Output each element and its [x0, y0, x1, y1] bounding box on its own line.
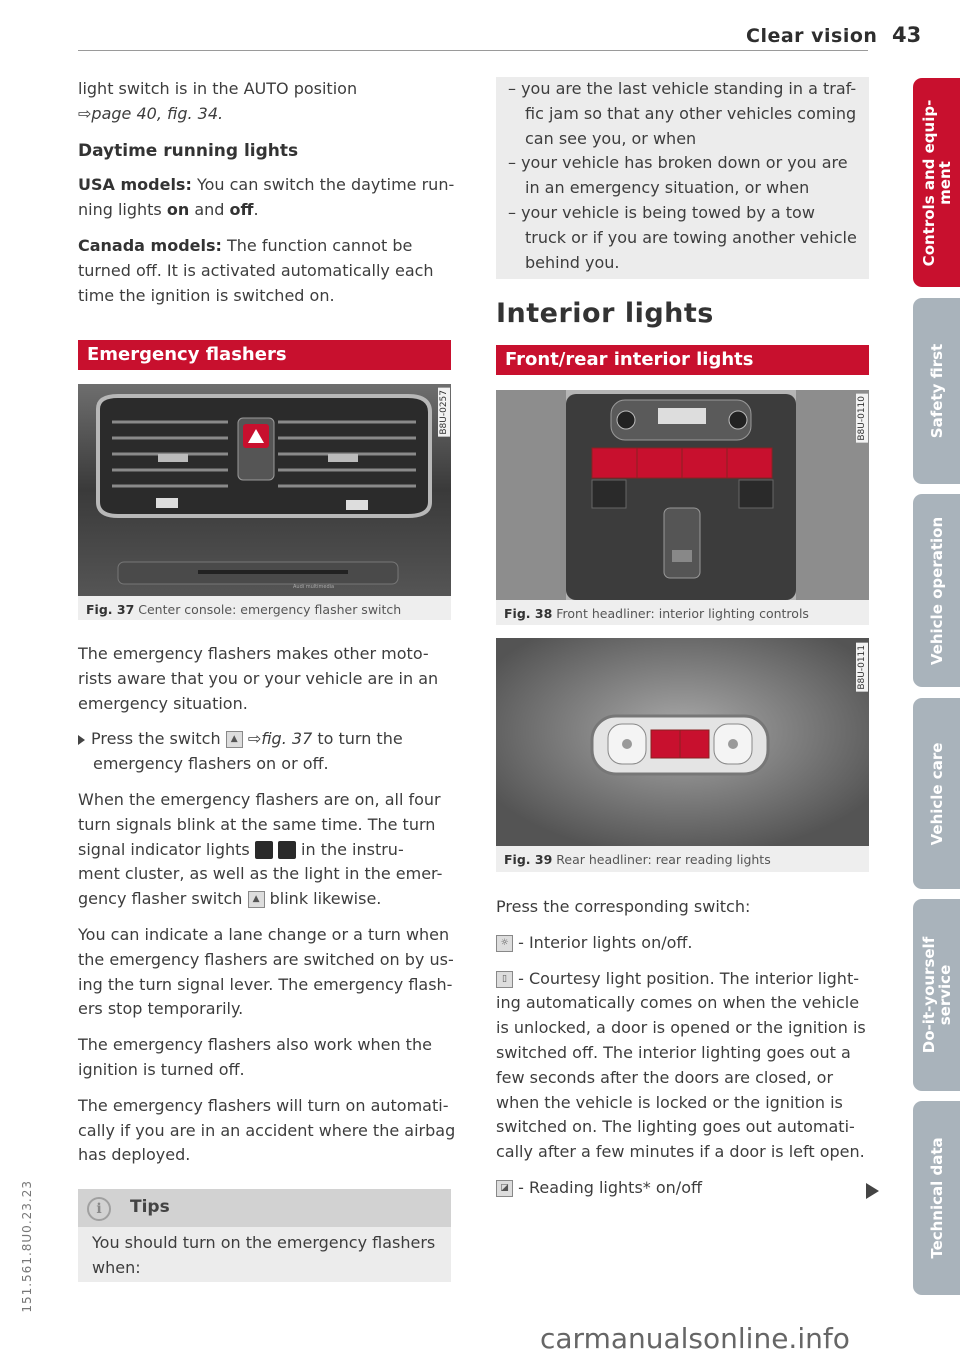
usa-on: on [166, 200, 190, 220]
figure-39-image [496, 638, 869, 846]
fig37-number: Fig. 37 [86, 602, 135, 617]
step-text-2: to turn the [317, 729, 403, 749]
press-text: Press the corresponding switch: [496, 897, 751, 916]
p1-line2: rists aware that you or your vehicle are in an [78, 668, 439, 688]
p3-line4: ers stop temporarily. [78, 999, 244, 1019]
fig38-caption-text: Front headliner: interior lighting controls [556, 606, 809, 621]
usa-off: off [229, 200, 254, 220]
p5-line2: cally if you are in an accident where the airbag [78, 1120, 456, 1140]
list-item-2-line1: – your vehicle has broken down or you are [508, 153, 848, 173]
p2-line3: signal indicator lights [78, 839, 250, 859]
document-code: 151.561.8U0.23.23 [20, 1180, 34, 1313]
side-tab-technical-data-label: Technical data [927, 1137, 946, 1259]
item-reading-lights: - Reading lights* on/off [518, 1177, 702, 1197]
p5-line1: The emergency flashers will turn on automati- [78, 1095, 449, 1115]
p1-line1: The emergency flashers makes other moto- [78, 644, 429, 663]
fig37-caption [78, 596, 451, 620]
canada-text: The function cannot be [227, 235, 413, 255]
list-item-1-line3: can see you, or when [525, 128, 697, 148]
header-rule [78, 50, 868, 51]
side-tab-diy-service[interactable] [913, 899, 960, 1091]
side-tab-controls-label: Controls and equip- ment [919, 99, 954, 266]
list-item-1-line2: fic jam so that any other vehicles coming [525, 103, 857, 123]
side-tab-controls[interactable] [913, 78, 960, 287]
fig38-number: Fig. 38 [504, 606, 553, 621]
front-headliner-illustration [496, 390, 869, 600]
turn-left-indicator-icon [255, 841, 273, 859]
hazard-switch-icon-2: ▲ [248, 891, 265, 908]
canada-label: Canada models: [78, 235, 222, 255]
p3-line2: the emergency flashers are switched on by us- [78, 949, 454, 969]
usa-text: You can switch the daytime run- [196, 175, 455, 195]
fig39-number: Fig. 39 [504, 852, 553, 867]
reading-light-switch-icon: ◪ [496, 1180, 513, 1197]
side-tab-vehicle-operation-label: Vehicle operation [927, 516, 946, 665]
item-courtesy-3: is unlocked, a door is opened or the ignition is [496, 1018, 866, 1038]
running-header-title: Clear vision [746, 25, 878, 47]
tips-list [508, 77, 868, 275]
p2-line5b: blink likewise. [269, 889, 382, 909]
drl-heading: Daytime running lights [78, 140, 299, 161]
console-label: Audi multimedia [293, 584, 335, 590]
usa-and: and [194, 200, 225, 220]
p2-line4: ment cluster, as well as the light in the emer- [78, 864, 443, 884]
page-number: 43 [892, 23, 922, 47]
item-courtesy-6: when the vehicle is locked or the ignition is [496, 1092, 843, 1112]
section-bar-emergency-flashers: Emergency flashers [78, 340, 451, 370]
fig39-code: B8U-0111 [857, 645, 867, 690]
p2-line3b: in the instru- [301, 839, 404, 859]
side-tab-vehicle-operation[interactable] [913, 494, 960, 687]
courtesy-light-switch-icon: ▯ [496, 971, 513, 988]
list-item-3-line1: – your vehicle is being towed by a tow [508, 202, 815, 222]
figure-37-image [78, 384, 451, 596]
fig39-caption-text: Rear headliner: rear reading lights [556, 852, 771, 867]
side-tab-diy-label: Do-it-yourself service [919, 936, 954, 1054]
p2-line1: When the emergency flashers are on, all four [78, 789, 441, 809]
usa-dot: . [253, 200, 259, 220]
tips-header [78, 1189, 451, 1227]
intro-line: light switch is in the AUTO position [78, 79, 358, 98]
tips-line2: when: [92, 1257, 141, 1277]
p3-line1: You can indicate a lane change or a turn when [78, 924, 450, 944]
fig37-code: B8U-0257 [439, 390, 449, 435]
item-courtesy-1: - Courtesy light position. The interior light- [518, 968, 859, 988]
p5-line3: has deployed. [78, 1145, 191, 1165]
left-column-body [78, 642, 458, 1168]
step-text: Press the switch [91, 729, 221, 749]
step-arrow-icon [78, 735, 85, 745]
interior-light-switch-icon: ☼ [496, 935, 513, 952]
item-courtesy-7: switched on. The lighting goes out automati- [496, 1117, 855, 1137]
step-fig-ref[interactable]: ⇨fig. 37 [247, 729, 313, 749]
rear-headliner-illustration [496, 638, 869, 846]
turn-right-indicator-icon [278, 841, 296, 859]
fig39-caption [496, 846, 869, 872]
p2-line5: gency flasher switch [78, 889, 243, 909]
side-tab-technical-data[interactable] [913, 1101, 960, 1295]
item-courtesy-2: ing automatically comes on when the vehicle [496, 993, 860, 1013]
list-item-1-line1: – you are the last vehicle standing in a traf- [508, 79, 857, 98]
fig38-code: B8U-0110 [857, 396, 867, 441]
figure-38-image [496, 390, 869, 600]
info-icon: i [87, 1197, 111, 1221]
item-courtesy-8: cally after a few minutes if a door is left open. [496, 1142, 865, 1162]
hazard-switch-icon: ▲ [226, 731, 243, 748]
interior-lights-heading: Interior lights [496, 298, 714, 329]
list-item-3-line2: truck or if you are towing another vehicle [525, 227, 857, 247]
step-text-3: emergency flashers on or off. [93, 754, 329, 774]
usa-label: USA models: [78, 175, 192, 195]
tips-title: Tips [130, 1197, 170, 1217]
watermark: carmanualsonline.info [540, 1322, 850, 1355]
list-item-3-line3: behind you. [525, 252, 620, 272]
section-bar-front-rear-lights: Front/rear interior lights [496, 345, 869, 375]
side-tab-safety-label: Safety first [927, 343, 946, 439]
p4-line1: The emergency flashers also work when the [78, 1035, 432, 1055]
item-courtesy-4: switched off. The interior lighting goes out a [496, 1042, 851, 1062]
list-item-2-line2: in an emergency situation, or when [525, 178, 810, 198]
center-console-illustration [78, 384, 451, 596]
fig37-caption-text: Center console: emergency flasher switch [138, 602, 402, 617]
side-tab-safety[interactable] [913, 298, 960, 484]
p2-line2: turn signals blink at the same time. The turn [78, 814, 436, 834]
item-interior-lights: - Interior lights on/off. [518, 932, 693, 952]
p4-line2: ignition is turned off. [78, 1059, 245, 1079]
continue-arrow-icon [866, 1183, 879, 1199]
p3-line3: ing the turn signal lever. The emergency flash- [78, 974, 453, 994]
intro-page-ref[interactable]: ⇨page 40, fig. 34. [78, 103, 224, 123]
right-column-body [496, 895, 876, 1201]
side-tab-vehicle-care[interactable] [913, 698, 960, 889]
left-column-intro [78, 77, 458, 308]
usa-text-2: ning lights [78, 200, 162, 220]
canada-text-2: turned off. It is activated automatically each [78, 260, 434, 280]
side-tab-vehicle-care-label: Vehicle care [927, 742, 946, 845]
fig38-caption [496, 600, 869, 625]
item-courtesy-5: few seconds after the doors are closed, or [496, 1067, 834, 1087]
tips-body [78, 1227, 451, 1282]
p1-line3: emergency situation. [78, 693, 248, 713]
canada-text-3: time the ignition is switched on. [78, 285, 335, 305]
tips-line1: You should turn on the emergency flashers [92, 1233, 436, 1252]
